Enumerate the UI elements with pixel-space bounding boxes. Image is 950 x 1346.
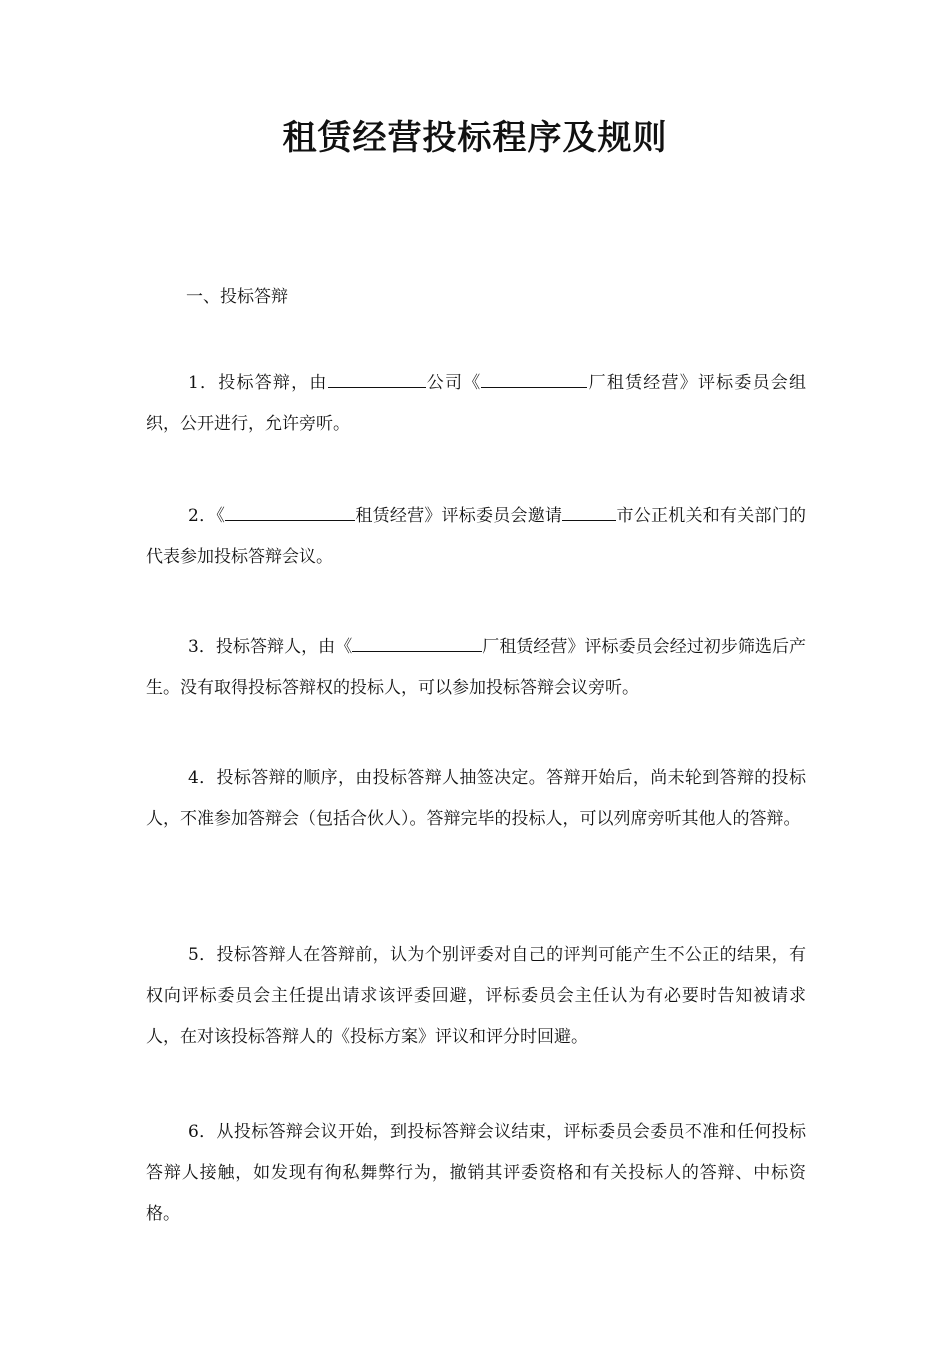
paragraph-6: [146, 1112, 806, 1235]
fill-in-blank: [328, 367, 426, 388]
paragraph-text: ．投标答辩人在答辩前，认为个别评委对自己的评判可能产生不公正的结果，有权向评标委员会主任提出请求该评委回避，评标委员会主任认为有必要时告知被请求人，在对该投标答辩人的《投标方案》评议和评分时回避。: [146, 945, 806, 1047]
paragraph-text: 租赁经营》评标委员会邀请: [355, 506, 563, 526]
paragraph-text: 公司《: [425, 373, 482, 393]
paragraph-text: ．从投标答辩会议开始，到投标答辩会议结束，评标委员会委员不准和任何投标答辩人接触，如发现有徇私舞弊行为，撤销其评委资格和有关投标人的答辩、中标资格。: [146, 1122, 806, 1224]
paragraph-4: [146, 758, 806, 840]
section-heading: 一、投标答辩: [186, 287, 288, 307]
document-title: 租赁经营投标程序及规则: [282, 118, 668, 158]
paragraph-text: 市公正机关和有关部门的代表参加投标答辩会议。: [146, 506, 807, 567]
paragraph-text: ．《: [198, 506, 226, 526]
fill-in-blank: [352, 631, 482, 652]
paragraph-number: 1: [188, 373, 199, 393]
paragraph-text: ．投标答辩，由: [198, 373, 328, 393]
paragraph-text: 厂租赁经营》评标委员会经过初步筛选后产生。没有取得投标答辩权的投标人，可以参加投标答辩会议旁听。: [146, 637, 807, 698]
paragraph-number: 3: [188, 637, 199, 657]
paragraph-5: [146, 935, 806, 1058]
paragraph-text: ．投标答辩人，由《: [198, 637, 353, 657]
paragraph-number: 4: [188, 768, 199, 788]
paragraph-text: ．投标答辩的顺序，由投标答辩人抽签决定。答辩开始后，尚未轮到答辩的投标人，不准参加答辩会（包括合伙人）。答辩完毕的投标人，可以列席旁听其他人的答辩。: [146, 768, 806, 829]
fill-in-blank: [562, 500, 616, 521]
paragraph-number: 2: [188, 506, 199, 526]
paragraph-text: 厂租赁经营》评标委员会组织，公开进行，允许旁听。: [146, 373, 807, 434]
paragraph-3: [146, 627, 806, 709]
paragraph-number: 5: [188, 945, 199, 965]
paragraph-1: [146, 363, 806, 445]
fill-in-blank: [225, 500, 355, 521]
paragraph-number: 6: [188, 1122, 199, 1142]
fill-in-blank: [481, 367, 587, 388]
paragraph-2: [146, 496, 806, 578]
